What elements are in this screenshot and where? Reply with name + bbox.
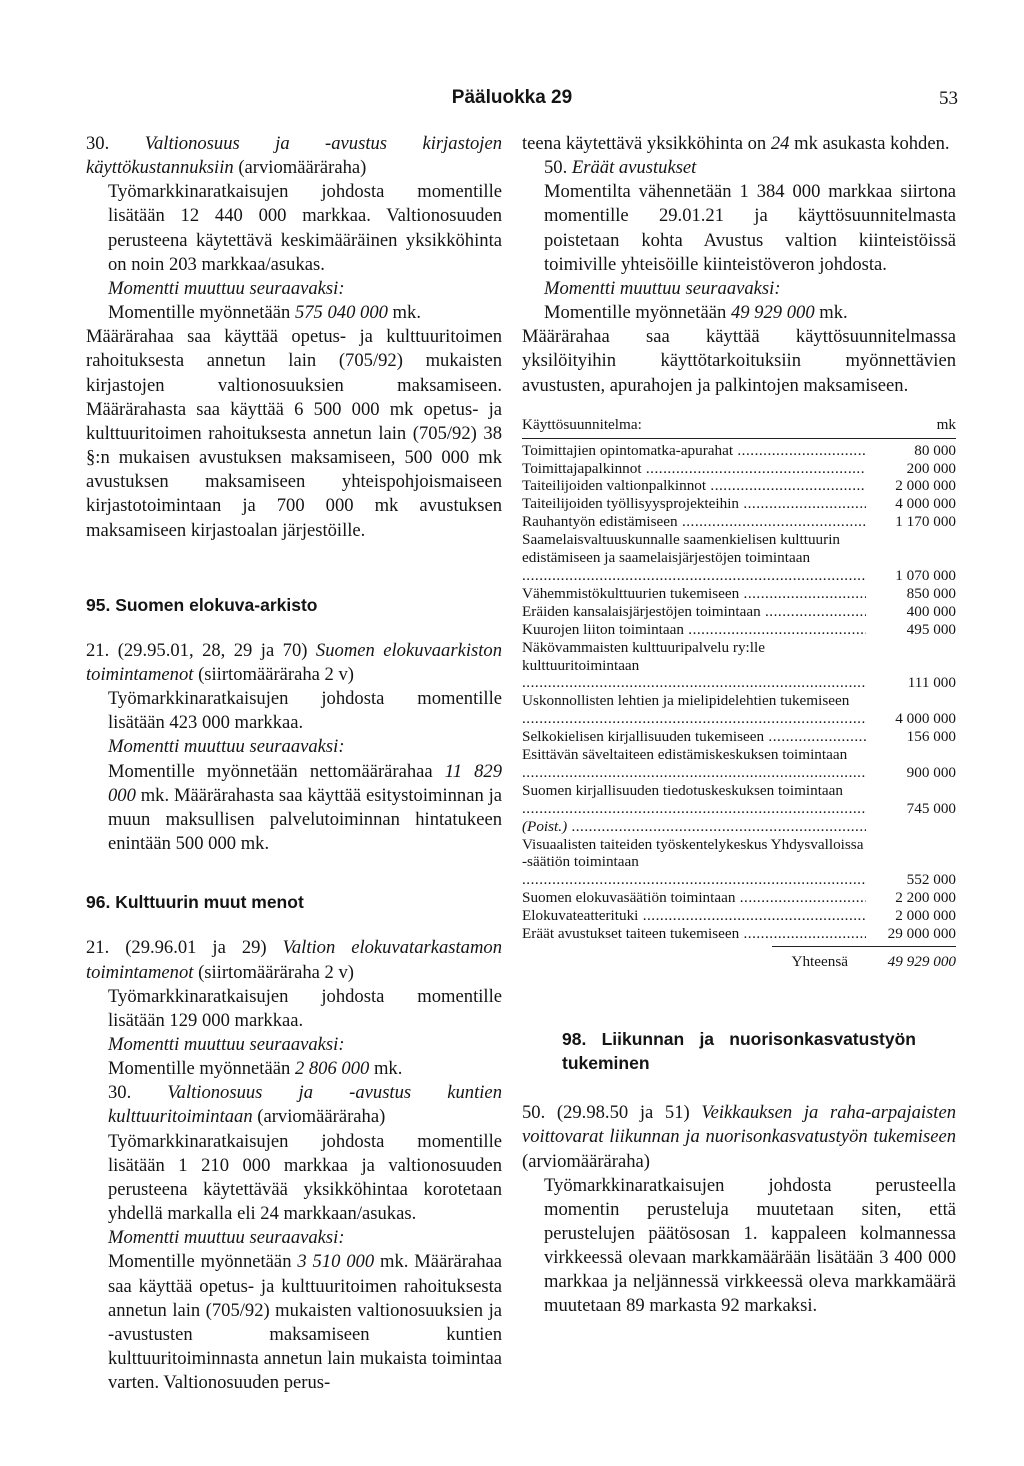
row-value: 29 000 000: [887, 925, 956, 943]
continuation-amount: 24: [770, 133, 790, 154]
continuation-end: mk asukasta kohden.: [789, 133, 950, 154]
item-title-rest: (arviomääräraha): [233, 157, 367, 179]
section-98-heading: 98. Liikunnan ja nuorisonkasvatustyön tukeminen: [562, 1028, 916, 1074]
item-title-rest: (siirtomääräraha 2 v): [193, 663, 354, 685]
row-label-wrap: [522, 603, 866, 621]
table-total-row: [522, 950, 956, 971]
item-30-heading: [86, 132, 502, 180]
row-label: Selkokielisen kirjallisuuden tukemiseen: [522, 728, 765, 746]
row-label: Näkövammaisten kulttuuripalvelu ry:lle kulttuuritoimintaan: [522, 638, 765, 674]
item-title: Valtionosuus ja -avustus kuntien kulttuuritoimintaan: [108, 1082, 502, 1128]
table-row: [522, 513, 956, 531]
leader-dots: [684, 621, 866, 638]
section-95-heading: 95. Suomen elokuva-arkisto: [86, 594, 318, 615]
row-label: Taiteilijoiden työllisyysprojekteihin: [522, 495, 740, 513]
row-value: 400 000: [906, 602, 956, 620]
table-row: [522, 477, 956, 495]
item-98-50-text: Työmarkkinaratkaisujen johdosta perusteella momentin perusteluja muutetaan siten, että perustelujen päätösosan 1. kappaleen kolmannessa virkkeessä olevaan markkamäärään lisätään 3 400 000 markkaa ja neljännessä virkkeessä oleva markkamäärä muutetaan 89 markasta 92 markaksi.: [544, 1174, 956, 1317]
grant-prefix: Momentille myönnetään: [544, 302, 731, 324]
table-header-label: Käyttösuunnitelma:: [522, 415, 642, 433]
item-number: 30.: [86, 133, 110, 154]
leader-dots: [642, 460, 866, 477]
grant-suffix: mk.: [369, 1058, 403, 1080]
left-column: [86, 132, 502, 1395]
row-value: 900 000: [906, 763, 956, 781]
item-title: Eräät avustukset: [571, 157, 697, 179]
grant-suffix: mk.: [387, 302, 421, 324]
grant-line: [86, 760, 502, 857]
grant-prefix: Momentille myönnetään: [108, 1251, 298, 1273]
row-label: Kuurojen liiton toimintaan: [522, 620, 684, 638]
section-96-heading: 96. Kulttuurin muut menot: [86, 892, 304, 913]
change-label: Momentti muuttuu seuraavaksi:: [108, 1034, 345, 1055]
item-number: 50.: [544, 157, 572, 179]
table-row: [522, 836, 956, 890]
item-lead: 50. (29.98.50 ja 51): [522, 1102, 702, 1124]
leader-dots: [764, 728, 866, 745]
table-row: [522, 639, 956, 693]
row-value: 156 000: [906, 728, 956, 746]
table-row: [522, 925, 956, 943]
item-lead: 21. (29.96.01 ja 29): [86, 937, 283, 959]
row-label: Suomen elokuvasäätiön toimintaan: [522, 889, 736, 907]
page-header: [0, 84, 1024, 114]
row-value: 1 070 000: [895, 566, 956, 584]
change-label: Momentti muuttuu seuraavaksi:: [108, 1227, 345, 1249]
row-label: Rauhantyön edistämiseen: [522, 513, 678, 531]
total-value: 49 929 000: [887, 953, 956, 970]
leader-dots: [733, 442, 866, 459]
item-96-30-text: Työmarkkinaratkaisujen johdosta momentille lisätään 1 210 000 markkaa ja valtionosuuden perusteena käytettävää yksikköhintaa korotetaan yhdellä markalla eli 24 markkaan/asukas.: [108, 1130, 502, 1225]
row-label-wrap: [522, 782, 866, 818]
row-label-wrap: [522, 639, 866, 693]
table-row: [522, 621, 956, 639]
row-label-wrap: [522, 818, 866, 836]
item-title-rest: (arviomääräraha): [252, 1106, 386, 1128]
row-label: Visuaalisten taiteiden työskentelykeskus Yhdysvalloissa -säätiön toimintaan: [522, 835, 864, 871]
usage-plan-table: [522, 416, 956, 971]
table-row: [522, 495, 956, 513]
row-label-wrap: [522, 513, 866, 531]
leader-dots: [739, 925, 866, 942]
item-lead: 21. (29.95.01, 28, 29 ja 70): [86, 639, 316, 661]
row-value: 4 000 000: [895, 495, 956, 513]
item-30-text-2: Määrärahaa saa käyttää opetus- ja kulttuuritoimen rahoituksesta annetun lain (705/92) mukaisten kirjastojen valtionosuuksien maksamiseen. Määrärahasta saa käyttää 6 500 000 mk opetus- ja kulttuuritoimen rahoituksesta annetun lain (705/92) 38 §:n mukaisen avustuksen maksamiseen, 500 000 mk avustuksen maksamiseen yhteispohjoismaiseen kirjastotoimintaan ja 700 000 mk avustuksen maksamiseen kirjastoalan järjestöille.: [86, 326, 502, 541]
change-label: Momentti muuttuu seuraavaksi:: [544, 277, 781, 299]
row-label-wrap: [522, 728, 866, 746]
grant-line: [522, 301, 956, 325]
row-value: 1 170 000: [895, 513, 956, 531]
total-rule: [772, 946, 956, 947]
table-header-unit: mk: [936, 415, 956, 433]
item-50-text: Momentilta vähennetään 1 384 000 markkaa siirtona momentille 29.01.21 ja käyttösuunnitelmasta poistetaan kohta Avustus valtion kiinteistöissä toimiville yhteisöille kiinteistöveron johdosta.: [544, 181, 956, 275]
table-row: [522, 782, 956, 818]
leader-dots: [739, 585, 866, 602]
grant-suffix: mk.: [814, 302, 848, 324]
grant-suffix: mk. Määrärahaa saa käyttää opetus- ja kulttuuritoimen rahoituksesta annetun lain (705/92) mukaisten valtionosuuksien ja -avustusten maksamiseen kuntien kulttuuritoiminnasta annetun lain mukaista toimintaa varten. Valtionosuuden perus-: [108, 1251, 503, 1394]
grant-amount: 2 806 000: [294, 1058, 370, 1080]
grant-amount: 575 040 000: [294, 302, 388, 324]
leader-dots: [522, 764, 866, 781]
item-title: Valtion elokuvatarkastamon toimintamenot: [86, 937, 502, 983]
leader-dots: [567, 818, 866, 835]
row-label-wrap: [522, 585, 866, 603]
grant-amount: 49 929 000: [730, 302, 815, 324]
row-value: 2 000 000: [895, 477, 956, 495]
grant-amount: 3 510 000: [297, 1251, 375, 1273]
grant-prefix: Momentille myönnetään: [108, 302, 295, 324]
table-header: [522, 416, 956, 439]
row-value: 552 000: [906, 871, 956, 889]
table-row: [522, 728, 956, 746]
row-label-wrap: [522, 495, 866, 513]
item-number: 30.: [108, 1082, 168, 1104]
row-label: Eräät avustukset taiteen tukemiseen: [522, 925, 740, 943]
row-label: Toimittajapalkinnot: [522, 459, 642, 477]
row-label-wrap: [522, 925, 866, 943]
table-row: [522, 460, 956, 478]
row-value: 111 000: [907, 674, 956, 692]
row-label: Esittävän säveltaiteen edistämiskeskuksen toimintaan: [522, 746, 848, 764]
row-label-wrap: [522, 531, 866, 585]
item-98-50-heading: [522, 1101, 956, 1173]
leader-dots: [522, 800, 866, 817]
item-95-21-text: Työmarkkinaratkaisujen johdosta momentille lisätään 423 000 markkaa.: [108, 688, 502, 734]
row-label: Vähemmistökulttuurien tukemiseen: [522, 584, 740, 602]
right-column: [522, 132, 956, 1319]
leader-dots: [522, 710, 866, 727]
row-value: 745 000: [906, 799, 956, 817]
leader-dots: [739, 495, 866, 512]
row-label: Taiteilijoiden valtionpalkinnot: [522, 477, 707, 495]
leader-dots: [735, 889, 866, 906]
table-row: [522, 603, 956, 621]
row-label: (Poist.): [522, 817, 568, 835]
leader-dots: [522, 674, 866, 691]
item-50-text-2: Määrärahaa saa käyttää käyttösuunnitelmassa yksilöityihin käyttötarkoituksiin myönnettävien avustusten, apurahojen ja palkintojen maksamiseen.: [522, 326, 956, 396]
table-row: [522, 746, 956, 782]
table-body: [522, 442, 956, 943]
row-value: 2 200 000: [895, 889, 956, 907]
row-label-wrap: [522, 907, 866, 925]
row-label-wrap: [522, 442, 866, 460]
table-row: [522, 442, 956, 460]
row-value: 850 000: [906, 584, 956, 602]
table-row: [522, 889, 956, 907]
grant-suffix: mk. Määrärahasta saa käyttää esitystoiminnan ja muun maksullisen palvelutoiminnan hintatukeen enintään 500 000 mk.: [108, 784, 502, 855]
table-row: [522, 818, 956, 836]
row-label: Saamelaisvaltuuskunnalle saamenkielisen kulttuurin edistämiseen ja saamelaisjärjestöjen toimintaan: [522, 531, 841, 567]
grant-line: [86, 1057, 502, 1081]
item-95-21-heading: [86, 639, 502, 687]
row-label-wrap: [522, 889, 866, 907]
leader-dots: [678, 513, 866, 530]
row-value: 495 000: [906, 620, 956, 638]
row-label: Eräiden kansalaisjärjestöjen toimintaan: [522, 602, 761, 620]
item-title: Suomen elokuvaarkiston toimintamenot: [86, 639, 503, 685]
grant-line: [86, 301, 502, 325]
row-value: 80 000: [914, 441, 956, 459]
grant-prefix: Momentille myönnetään: [108, 1058, 295, 1080]
continuation-text: [522, 132, 956, 156]
row-label-wrap: [522, 460, 866, 478]
item-96-21-heading: [86, 936, 502, 984]
leader-dots: [706, 477, 866, 494]
continuation-start: teena käytettävä yksikköhinta on: [522, 133, 771, 154]
row-label-wrap: [522, 477, 866, 495]
item-title-rest: (arviomääräraha): [522, 1150, 650, 1172]
grant-prefix: Momentille myönnetään nettomäärärahaa: [108, 760, 445, 782]
row-label: Uskonnollisten lehtien ja mielipidelehtien tukemiseen: [522, 692, 850, 710]
item-30-text: Työmarkkinaratkaisujen johdosta momentille lisätään 12 440 000 markkaa. Valtionosuuden perusteena käytettävä keskimääräinen yksikköhinta on noin 203 markkaa/asukas.: [108, 181, 502, 275]
item-50-heading: [522, 156, 956, 180]
row-label-wrap: [522, 836, 866, 890]
change-label: Momentti muuttuu seuraavaksi:: [108, 277, 345, 299]
page-title: Pääluokka 29: [451, 87, 573, 108]
row-label-wrap: [522, 692, 866, 728]
table-row: [522, 531, 956, 585]
table-row: [522, 692, 956, 728]
page-number: 53: [939, 88, 958, 109]
row-label-wrap: [522, 746, 866, 782]
table-row: [522, 585, 956, 603]
row-label: Suomen kirjallisuuden tiedotuskeskuksen toimintaan: [522, 781, 844, 799]
row-label-wrap: [522, 621, 866, 639]
leader-dots: [522, 871, 866, 888]
row-label: Elokuvateatterituki: [522, 907, 639, 925]
row-value: 4 000 000: [895, 710, 956, 728]
row-value: 2 000 000: [895, 907, 956, 925]
row-label: Toimittajien opintomatka-apurahat: [522, 441, 734, 459]
grant-line: [86, 1250, 502, 1395]
leader-dots: [761, 603, 866, 620]
leader-dots: [638, 907, 866, 924]
table-row: [522, 907, 956, 925]
item-96-21-text: Työmarkkinaratkaisujen johdosta momentille lisätään 129 000 markkaa.: [108, 985, 502, 1031]
grant-amount: 11 829 000: [108, 760, 502, 806]
item-title: Valtionosuus ja -avustus kirjastojen käyttökustannuksiin: [86, 133, 502, 179]
item-title-rest: (siirtomääräraha 2 v): [193, 961, 354, 983]
total-label: Yhteensä: [791, 953, 848, 970]
item-96-30-heading: [86, 1081, 502, 1129]
change-label: Momentti muuttuu seuraavaksi:: [108, 736, 345, 758]
leader-dots: [522, 567, 866, 584]
row-value: 200 000: [906, 459, 956, 477]
item-title: Veikkauksen ja raha-arpajaisten voittovarat liikunnan ja nuorisonkasvatustyön tukemiseen: [522, 1102, 956, 1148]
